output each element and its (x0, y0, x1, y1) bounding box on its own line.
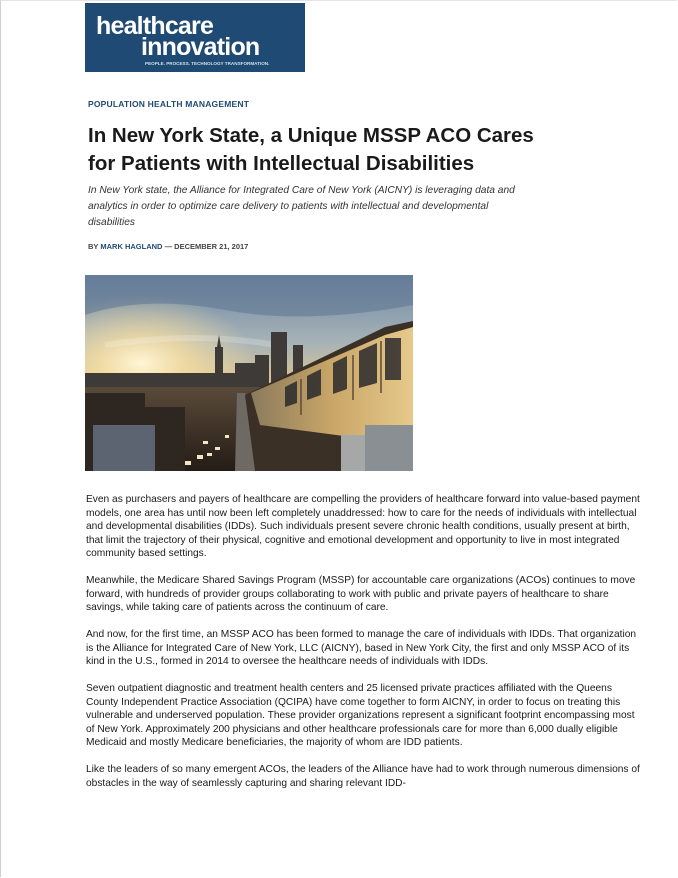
paragraph-1: Even as purchasers and payers of healthcare are compelling the providers of healthcare forward into value-based payment models, one area has until now been left completely unaddressed: how to care for the needs of individuals with intellectual and developmental disabilities (IDDs). Such individuals present severe chronic health conditions, usually present at birth, that limit the trajectory of their physical, cognitive and emotional development and opportunity to live in most integrated community based settings. (86, 494, 640, 559)
paragraph-4: Seven outpatient diagnostic and treatment health centers and 25 licensed private practices affiliated with the Queens County Independent Practice Association (QCIPA) have come together to form AICNY, in order to focus on treating this vulnerable and underserved population. These provider organizations represent a significant footprint encompassing most of New York. Approximately 200 physicians and other healthcare professionals care for more than 6,000 dually eligible Medicaid and mostly Medicare beneficiaries, the majority of whom are IDD patients. (86, 683, 635, 748)
subtitle-line-3: disabilities (88, 217, 135, 228)
publish-date: DECEMBER 21, 2017 (174, 242, 249, 251)
logo-graphic (85, 3, 305, 72)
logo-line2: innovation (141, 33, 260, 61)
byline-separator: — (164, 242, 173, 251)
hero-image (85, 275, 413, 471)
author-link[interactable]: MARK HAGLAND (100, 242, 163, 251)
subtitle-line-1: In New York state, the Alliance for Integrated Care of New York (AICNY) is leveraging data and (88, 185, 515, 196)
article-body (86, 493, 642, 804)
byline (88, 242, 248, 251)
subtitle-line-2: analytics in order to optimize care delivery to patients with intellectual and developmental (88, 201, 489, 212)
paragraph-2: Meanwhile, the Medicare Shared Savings Program (MSSP) for accountable care organizations (ACOs) continues to move forward, with hundreds of provider groups collaborating to work with public and private payers of healthcare to share savings, while taking care of patients across the continuum of care. (86, 575, 636, 613)
logo-tagline: PEOPLE. PROCESS. TECHNOLOGY TRANSFORMATION. (145, 61, 270, 66)
byline-prefix: BY (88, 242, 99, 251)
site-logo[interactable] (85, 3, 305, 72)
title-line-2: for Patients with Intellectual Disabilities (88, 152, 475, 175)
article-subtitle (88, 183, 538, 231)
paragraph-5: Like the leaders of so many emergent ACOs, the leaders of the Alliance have had to work through numerous dimensions of obstacles in the way of seamlessly capturing and sharing relevant IDD- (86, 764, 640, 789)
paragraph-3: And now, for the first time, an MSSP ACO has been formed to manage the care of individuals with IDDs. That organization is the Alliance for Integrated Care of New York, LLC (AICNY), based in New York City, the first and only MSSP ACO of its kind in the U.S., formed in 2014 to oversee the healthcare needs of individuals with IDDs. (86, 629, 637, 667)
logo-line1: healthcare (96, 12, 214, 40)
article-category[interactable]: POPULATION HEALTH MANAGEMENT (88, 99, 250, 109)
title-line-1: In New York State, a Unique MSSP ACO Cares (88, 124, 534, 147)
article-title (88, 122, 558, 178)
hero-photo-city-train (85, 275, 413, 471)
